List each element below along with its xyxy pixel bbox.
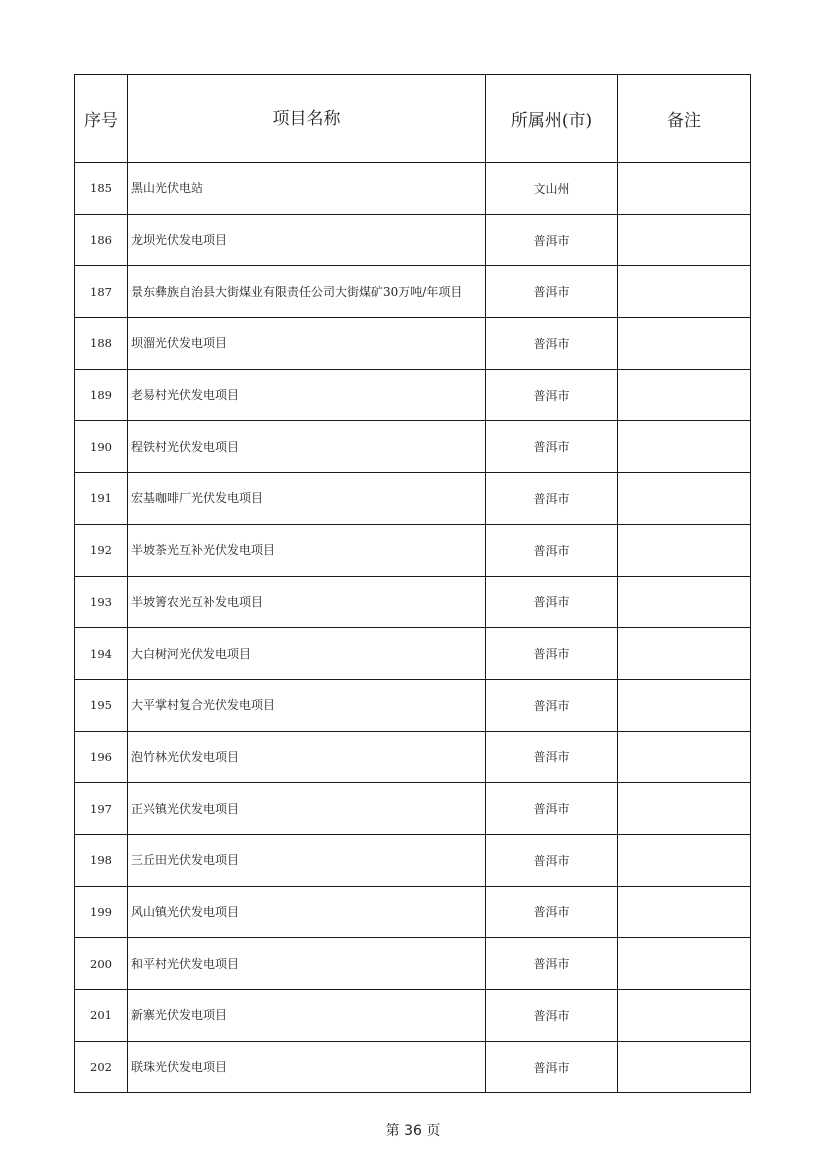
table-row bbox=[75, 628, 751, 680]
row-project-name: 泡竹林光伏发电项目 bbox=[128, 731, 486, 783]
row-region: 普洱市 bbox=[486, 938, 618, 990]
row-serial-number: 196 bbox=[75, 731, 128, 783]
row-serial-number: 185 bbox=[75, 163, 128, 215]
row-serial-number: 197 bbox=[75, 783, 128, 835]
row-region: 普洱市 bbox=[486, 369, 618, 421]
table-row bbox=[75, 886, 751, 938]
row-project-name: 宏基咖啡厂光伏发电项目 bbox=[128, 473, 486, 525]
project-table bbox=[74, 74, 751, 1093]
row-serial-number: 189 bbox=[75, 369, 128, 421]
table-row bbox=[75, 731, 751, 783]
row-note bbox=[618, 369, 751, 421]
row-region: 普洱市 bbox=[486, 473, 618, 525]
row-region: 普洱市 bbox=[486, 886, 618, 938]
table-row bbox=[75, 679, 751, 731]
table-row bbox=[75, 421, 751, 473]
table-row bbox=[75, 266, 751, 318]
row-project-name: 和平村光伏发电项目 bbox=[128, 938, 486, 990]
row-project-name: 联珠光伏发电项目 bbox=[128, 1041, 486, 1093]
row-region: 普洱市 bbox=[486, 576, 618, 628]
row-project-name: 正兴镇光伏发电项目 bbox=[128, 783, 486, 835]
row-serial-number: 201 bbox=[75, 990, 128, 1042]
row-note bbox=[618, 1041, 751, 1093]
row-region: 普洱市 bbox=[486, 266, 618, 318]
row-serial-number: 198 bbox=[75, 834, 128, 886]
row-serial-number: 191 bbox=[75, 473, 128, 525]
header-project-name: 项目名称 bbox=[128, 75, 486, 163]
row-region: 普洱市 bbox=[486, 731, 618, 783]
row-note bbox=[618, 163, 751, 215]
row-note bbox=[618, 938, 751, 990]
row-serial-number: 187 bbox=[75, 266, 128, 318]
row-note bbox=[618, 886, 751, 938]
row-project-name: 龙坝光伏发电项目 bbox=[128, 214, 486, 266]
row-serial-number: 192 bbox=[75, 524, 128, 576]
row-note bbox=[618, 318, 751, 370]
row-region: 普洱市 bbox=[486, 318, 618, 370]
header-region: 所属州(市) bbox=[486, 75, 618, 163]
row-region: 普洱市 bbox=[486, 628, 618, 680]
table-row bbox=[75, 473, 751, 525]
page-number: 第 36 页 bbox=[385, 1123, 441, 1139]
table-header-row bbox=[75, 75, 751, 163]
row-note bbox=[618, 524, 751, 576]
row-project-name: 三丘田光伏发电项目 bbox=[128, 834, 486, 886]
row-note bbox=[618, 214, 751, 266]
row-project-name: 半坡箐农光互补发电项目 bbox=[128, 576, 486, 628]
row-note bbox=[618, 834, 751, 886]
table-row bbox=[75, 524, 751, 576]
row-region: 普洱市 bbox=[486, 990, 618, 1042]
row-region: 普洱市 bbox=[486, 524, 618, 576]
row-region: 普洱市 bbox=[486, 783, 618, 835]
row-project-name: 新寨光伏发电项目 bbox=[128, 990, 486, 1042]
row-serial-number: 193 bbox=[75, 576, 128, 628]
table-row bbox=[75, 369, 751, 421]
row-serial-number: 195 bbox=[75, 679, 128, 731]
row-note bbox=[618, 990, 751, 1042]
row-serial-number: 202 bbox=[75, 1041, 128, 1093]
row-note bbox=[618, 576, 751, 628]
row-serial-number: 186 bbox=[75, 214, 128, 266]
table-row bbox=[75, 990, 751, 1042]
row-project-name: 老易村光伏发电项目 bbox=[128, 369, 486, 421]
table-row bbox=[75, 576, 751, 628]
row-project-name: 风山镇光伏发电项目 bbox=[128, 886, 486, 938]
row-project-name: 黑山光伏电站 bbox=[128, 163, 486, 215]
row-serial-number: 190 bbox=[75, 421, 128, 473]
row-serial-number: 199 bbox=[75, 886, 128, 938]
row-note bbox=[618, 473, 751, 525]
row-project-name: 半坡茶光互补光伏发电项目 bbox=[128, 524, 486, 576]
row-note bbox=[618, 731, 751, 783]
row-note bbox=[618, 628, 751, 680]
row-project-name: 大白树河光伏发电项目 bbox=[128, 628, 486, 680]
table-row bbox=[75, 1041, 751, 1093]
row-region: 普洱市 bbox=[486, 679, 618, 731]
row-region: 普洱市 bbox=[486, 421, 618, 473]
row-project-name: 坝溜光伏发电项目 bbox=[128, 318, 486, 370]
row-serial-number: 194 bbox=[75, 628, 128, 680]
table-row bbox=[75, 318, 751, 370]
header-serial-number: 序号 bbox=[75, 75, 128, 163]
table-row bbox=[75, 783, 751, 835]
row-region: 文山州 bbox=[486, 163, 618, 215]
table-row bbox=[75, 834, 751, 886]
row-note bbox=[618, 421, 751, 473]
row-note bbox=[618, 679, 751, 731]
row-note bbox=[618, 783, 751, 835]
row-region: 普洱市 bbox=[486, 1041, 618, 1093]
header-note: 备注 bbox=[618, 75, 751, 163]
table-row bbox=[75, 163, 751, 215]
row-region: 普洱市 bbox=[486, 834, 618, 886]
row-serial-number: 188 bbox=[75, 318, 128, 370]
table-row bbox=[75, 938, 751, 990]
row-region: 普洱市 bbox=[486, 214, 618, 266]
table-body bbox=[75, 163, 751, 1093]
row-project-name: 大平掌村复合光伏发电项目 bbox=[128, 679, 486, 731]
table-row bbox=[75, 214, 751, 266]
row-project-name: 程铁村光伏发电项目 bbox=[128, 421, 486, 473]
row-project-name: 景东彝族自治县大街煤业有限责任公司大街煤矿30万吨/年项目 bbox=[128, 266, 486, 318]
row-serial-number: 200 bbox=[75, 938, 128, 990]
row-note bbox=[618, 266, 751, 318]
